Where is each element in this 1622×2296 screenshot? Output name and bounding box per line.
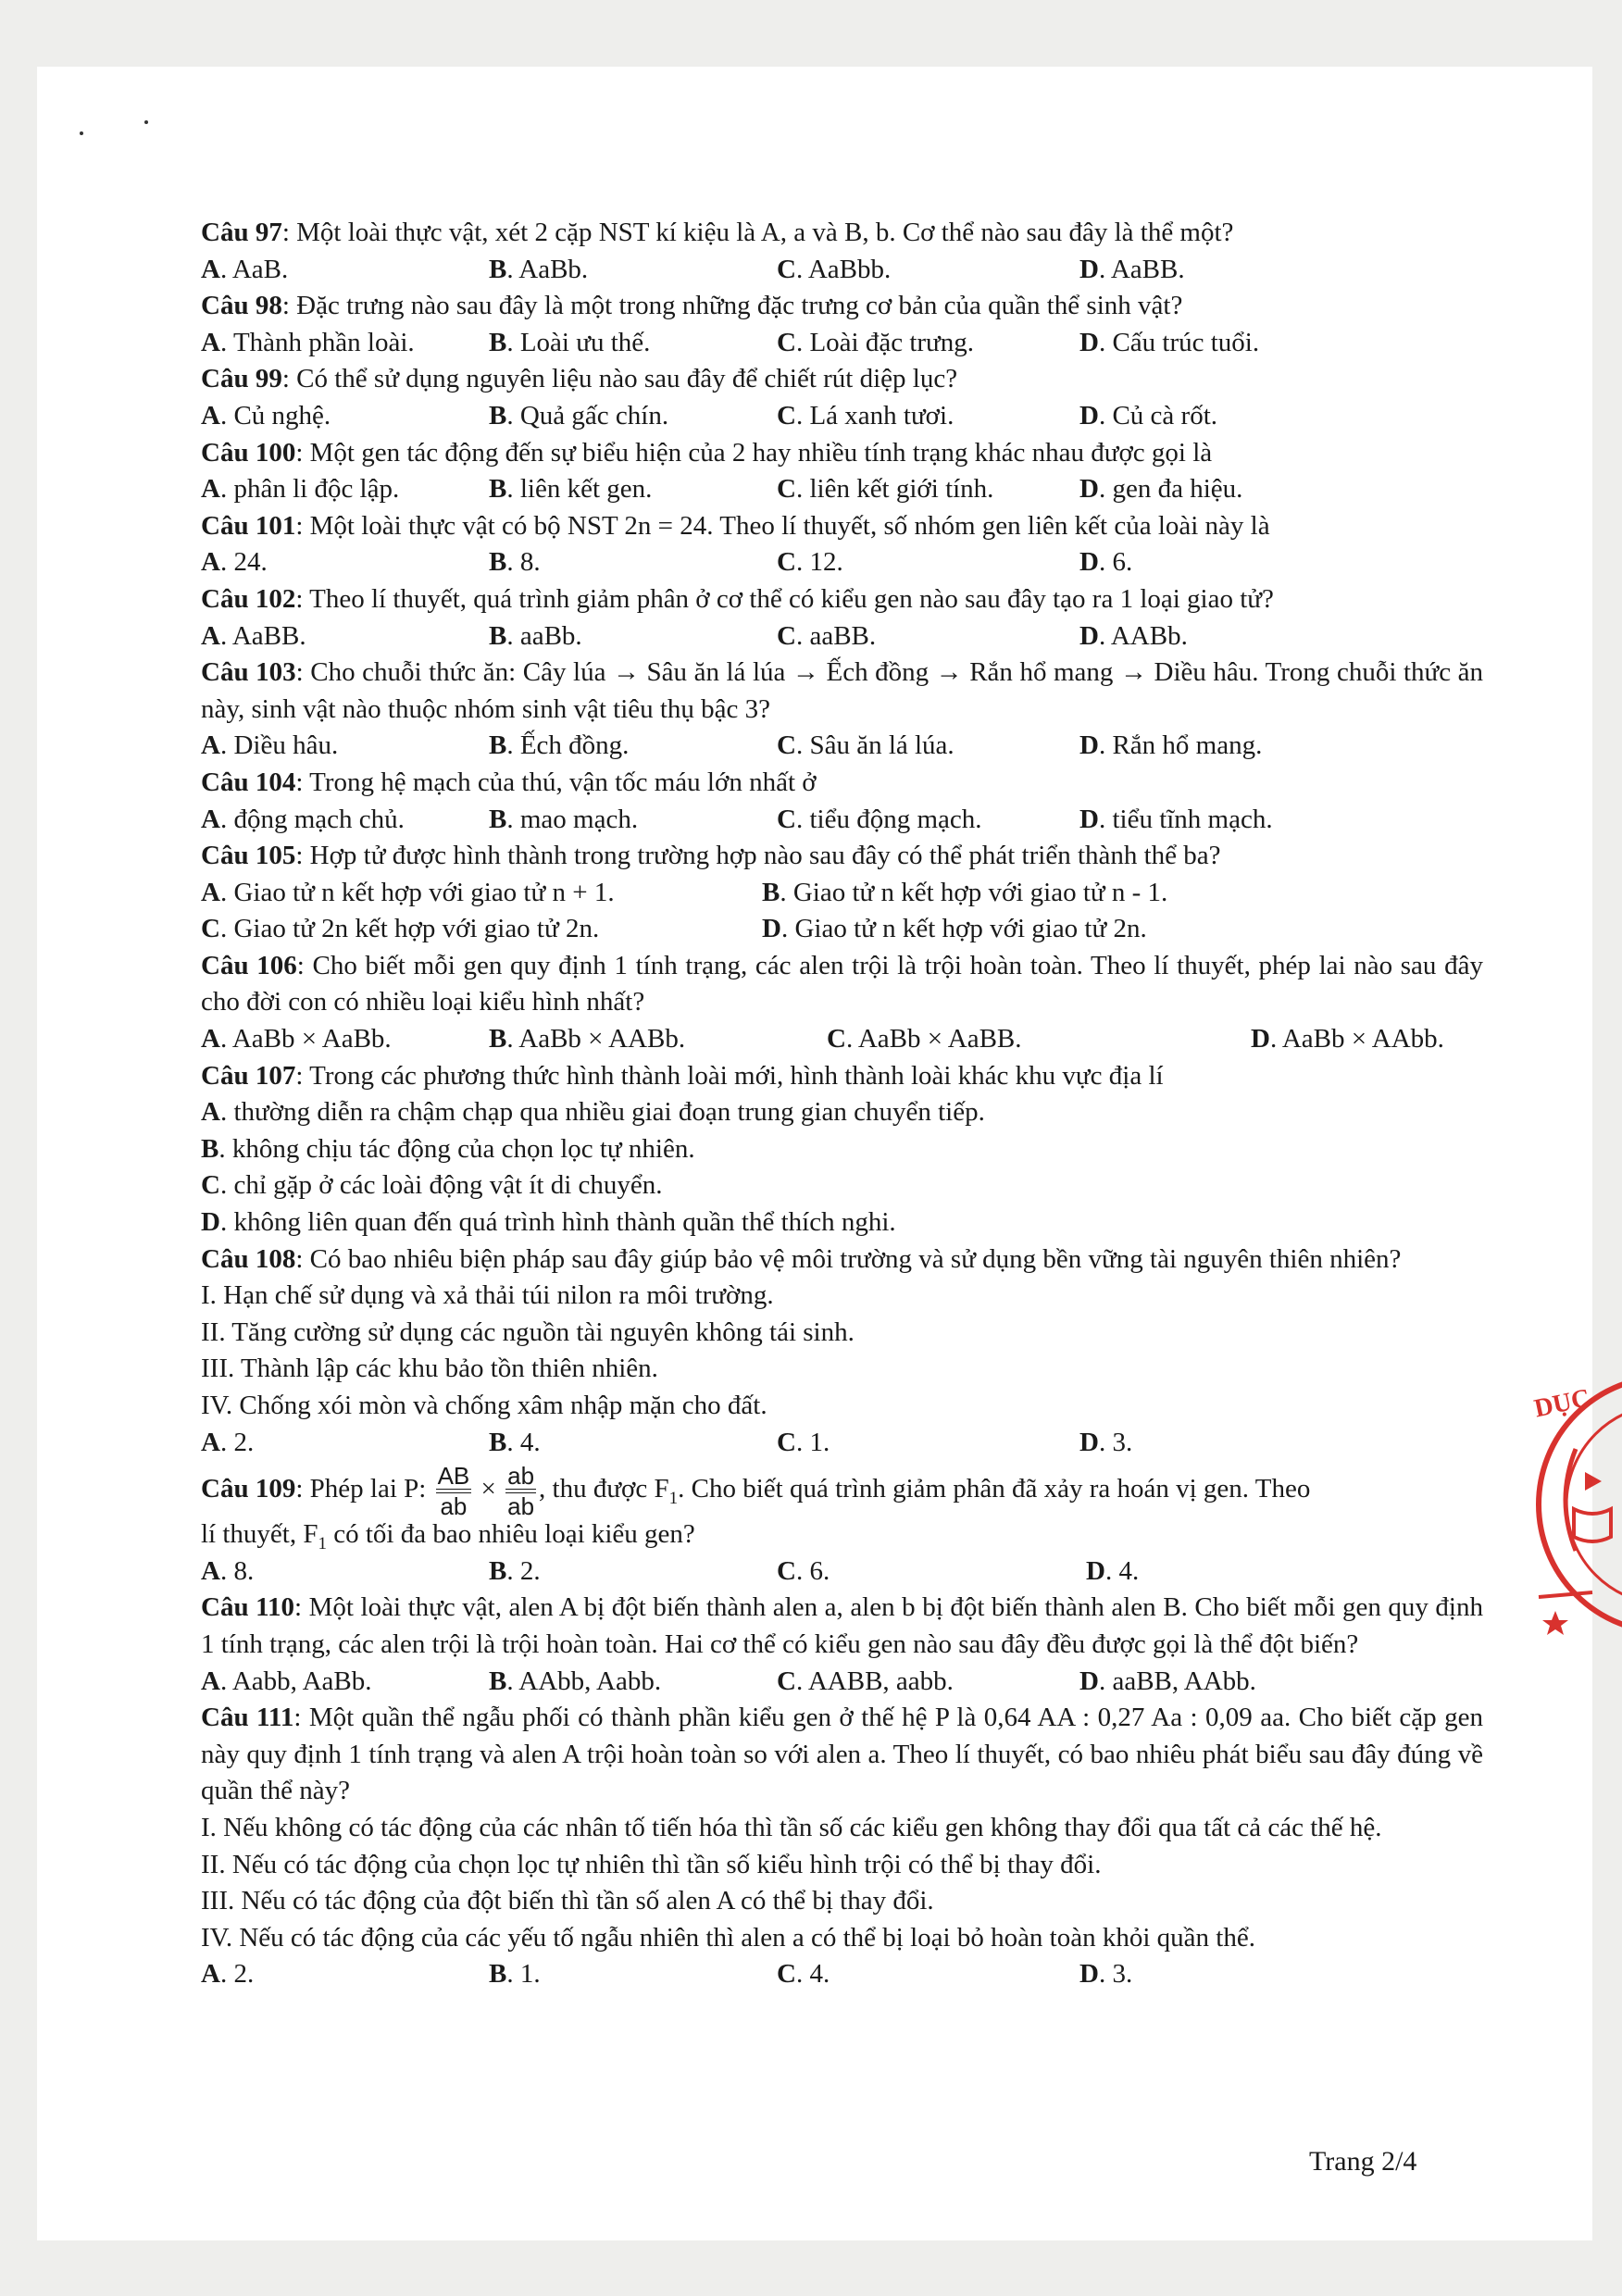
question-stem: Một loài thực vật, alen A bị đột biến thành alen a, alen b bị đột biến thành alen B. Cho biết mỗi gen quy định 1 tính trạng, các alen trội là trội hoàn toàn. Hai cơ thể có kiểu gen nào sau đây đều được gọi là thể đột biến? — [201, 1592, 1483, 1659]
answer-options — [201, 1956, 1483, 1993]
question-98: Câu 98: Đặc trưng nào sau đây là một trong những đặc trưng cơ bản của quần thể sinh vật? A. Thành phần loài. B. Loài ưu thế. C. Loài đặc trưng. D. Cấu trúc tuổi. — [201, 288, 1483, 361]
statement-4: IV. Chống xói mòn và chống xâm nhập mặn cho đất. — [201, 1391, 767, 1420]
statement-2: II. Nếu có tác động của chọn lọc tự nhiên thì tần số kiểu hình trội có thể bị thay đổi. — [201, 1849, 1102, 1879]
question-stem: Hợp tử được hình thành trong trường hợp nào sau đây có thể phát triển thành thể ba? — [309, 841, 1221, 871]
question-stem: Trong hệ mạch của thú, vận tốc máu lớn nhất ở — [309, 767, 817, 797]
option-d[interactable]: D. gen đa hiệu. — [1079, 474, 1243, 505]
option-a[interactable]: A. AaBB. — [201, 620, 306, 651]
option-d[interactable]: D. Rắn hổ mang. — [1079, 730, 1263, 761]
question-97: Câu 97: Một loài thực vật, xét 2 cặp NST kí kiệu là A, a và B, b. Cơ thể nào sau đây là thể một? A. AaB. B. AaBb. C. AaBbb. D. AaBB. — [201, 215, 1483, 288]
question-number: Câu 106 — [201, 950, 297, 980]
question-stem: Cho chuỗi thức ăn: Cây lúa → Sâu ăn lá lúa → Ếch đồng → Rắn hổ mang → Diều hâu. Trong chuỗi thức ăn này, sinh vật nào thuộc nhóm sinh vật tiêu thụ bậc 3? — [201, 657, 1484, 724]
statement-2: II. Tăng cường sử dụng các nguồn tài nguyên không tái sinh. — [201, 1316, 855, 1347]
question-list — [201, 215, 1483, 1993]
option-d[interactable]: D. Giao tử n kết hợp với giao tử 2n. — [762, 914, 1147, 944]
option-c[interactable]: C. Giao tử 2n kết hợp với giao tử 2n. — [201, 914, 600, 944]
statement-1: I. Hạn chế sử dụng và xả thải túi nilon ra môi trường. — [201, 1280, 774, 1311]
answer-options — [201, 728, 1483, 765]
statement-3: III. Thành lập các khu bảo tồn thiên nhiên. — [201, 1354, 658, 1384]
answer-options — [201, 875, 1483, 912]
answer-options — [201, 1554, 1483, 1591]
option-a[interactable]: A. Aabb, AaBb. — [201, 1666, 372, 1696]
question-stem-prefix: Phép lai P: — [309, 1474, 433, 1504]
option-c[interactable]: C. chỉ gặp ở các loài động vật ít di chuyển. — [201, 1170, 663, 1201]
option-a[interactable]: A. 8. — [201, 1555, 255, 1586]
answer-options — [201, 1664, 1483, 1701]
question-number: Câu 105 — [201, 841, 296, 871]
answer-options — [201, 618, 1483, 655]
statement-4: IV. Nếu có tác động của các yếu tố ngẫu nhiên thì alen a có thể bị loại bỏ hoàn toàn khỏi quần thể. — [201, 1922, 1255, 1953]
question-stem: Cho biết mỗi gen quy định 1 tính trạng, các alen trội là trội hoàn toàn. Theo lí thuyết, phép lai nào sau đây cho đời con có nhiều loại kiểu hình nhất? — [201, 950, 1483, 1017]
option-b[interactable]: B. không chịu tác động của chọn lọc tự nhiên. — [201, 1133, 695, 1164]
answer-options — [201, 544, 1483, 581]
option-d[interactable]: D. không liên quan đến quá trình hình thành quần thể thích nghi. — [201, 1207, 896, 1238]
genotype-fraction-2: $\frac{ab}{ab}$ — [507, 1462, 535, 1521]
cross-symbol: × — [480, 1474, 496, 1504]
option-c[interactable]: C. 1. — [777, 1427, 830, 1457]
question-108: Câu 108: Có bao nhiêu biện pháp sau đây giúp bảo vệ môi trường và sử dụng bền vững tài nguyên thiên nhiên? I. Hạn chế sử dụng và xả thải túi nilon ra môi trường. II. Tăng cường sử dụng các nguồn tài nguyên không tái sinh. III. Thành lập các khu bảo tồn thiên nhiên. IV. Chống xói mòn và chống xâm nhập mặn cho đất. A. 2. B. 4. C. 1. D. 3. — [201, 1242, 1483, 1462]
option-b[interactable]: B. AaBb. — [489, 254, 589, 284]
option-b[interactable]: B. 1. — [489, 1959, 541, 1990]
option-d[interactable]: D. AaBB. — [1079, 254, 1185, 284]
option-b[interactable]: B. Ếch đồng. — [489, 730, 630, 761]
option-b[interactable]: B. AaBb × AABb. — [489, 1024, 686, 1054]
option-c[interactable]: C. Lá xanh tươi. — [777, 400, 954, 430]
answer-options — [201, 911, 1483, 948]
question-number: Câu 97 — [201, 218, 282, 247]
question-number: Câu 101 — [201, 510, 296, 541]
question-stem: Có thể sử dụng nguyên liệu nào sau đây để chiết rút diệp lục? — [296, 364, 958, 394]
question-109: Câu 109: Phép lai P: $\frac{AB}{ab}$ × $\frac{ab}{ab}$ , thu được $F_1$. Cho biết quá trình giảm phân đã xảy ra hoán vị gen. Theo lí thuyết, $F_1$ có tối đa bao nhiêu loại kiểu gen? A. 8. B. 2. C. 6. D. 4. — [201, 1461, 1483, 1590]
option-d[interactable]: D. 6. — [1079, 547, 1133, 578]
option-d[interactable]: D. Củ cà rốt. — [1079, 400, 1218, 430]
option-c[interactable]: C. aaBB. — [777, 620, 877, 651]
option-a[interactable]: A. 24. — [201, 547, 268, 578]
question-number: Câu 100 — [201, 437, 296, 468]
question-number: Câu 98 — [201, 291, 282, 321]
answer-options — [201, 398, 1483, 435]
option-d[interactable]: D. AABb. — [1079, 620, 1188, 651]
option-c[interactable]: C. liên kết giới tính. — [777, 474, 994, 505]
option-b[interactable]: B. 4. — [489, 1427, 541, 1457]
option-a[interactable]: A. 2. — [201, 1427, 255, 1457]
question-number: Câu 109 — [201, 1474, 296, 1504]
option-b[interactable]: B. 2. — [489, 1555, 541, 1586]
option-d[interactable]: D. Cấu trúc tuổi. — [1079, 327, 1260, 357]
question-stem: Một loài thực vật, xét 2 cặp NST kí kiệu là A, a và B, b. Cơ thể nào sau đây là thể một? — [296, 218, 1234, 247]
option-c[interactable]: C. Loài đặc trưng. — [777, 327, 975, 357]
question-number: Câu 108 — [201, 1243, 296, 1274]
statement-1: I. Nếu không có tác động của các nhân tố tiến hóa thì tần số các kiểu gen không thay đổi qua tất cả các thế hệ. — [201, 1812, 1382, 1842]
option-c[interactable]: C. 12. — [777, 547, 843, 578]
option-d[interactable]: D. 3. — [1079, 1427, 1133, 1457]
question-stem: Đặc trưng nào sau đây là một trong những đặc trưng cơ bản của quần thể sinh vật? — [296, 291, 1183, 321]
option-d[interactable]: D. aaBB, AAbb. — [1079, 1666, 1256, 1696]
scan-speck — [144, 120, 148, 124]
question-number: Câu 104 — [201, 767, 296, 797]
option-c[interactable]: C. AABB, aabb. — [777, 1666, 954, 1696]
question-110: Câu 110: Một loài thực vật, alen A bị đột biến thành alen a, alen b bị đột biến thành alen B. Cho biết mỗi gen quy định 1 tính trạng, các alen trội là trội hoàn toàn. Hai cơ thể có kiểu gen nào sau đây đều được gọi là thể đột biến? A. Aabb, AaBb. B. AAbb, Aabb. C. AABB, aabb. D. aaBB, AAbb. — [201, 1590, 1483, 1700]
option-c[interactable]: C. 6. — [777, 1555, 830, 1586]
question-number: Câu 99 — [201, 364, 282, 394]
option-b[interactable]: B. Giao tử n kết hợp với giao tử n - 1. — [762, 877, 1168, 907]
question-stem: Theo lí thuyết, quá trình giảm phân ở cơ thể có kiểu gen nào sau đây tạo ra 1 loại giao tử? — [309, 583, 1274, 614]
answer-options — [201, 252, 1483, 289]
option-b[interactable]: B. liên kết gen. — [489, 474, 653, 505]
question-stem: Trong các phương thức hình thành loài mới, hình thành loài khác khu vực địa lí — [309, 1060, 1164, 1091]
option-b[interactable]: B. 8. — [489, 547, 541, 578]
option-b[interactable]: B. Loài ưu thế. — [489, 327, 651, 357]
answer-options — [201, 325, 1483, 362]
option-a[interactable]: A. AaBb × AaBb. — [201, 1024, 392, 1054]
option-a[interactable]: A. Diều hâu. — [201, 730, 339, 761]
option-c[interactable]: C. AaBb × AaBB. — [827, 1024, 1022, 1054]
question-101: Câu 101: Một loài thực vật có bộ NST 2n = 24. Theo lí thuyết, số nhóm gen liên kết của loài này là A. 24. B. 8. C. 12. D. 6. — [201, 508, 1483, 581]
question-number: Câu 111 — [201, 1703, 294, 1733]
option-d[interactable]: D. 4. — [1086, 1555, 1140, 1586]
answer-options — [201, 471, 1483, 508]
question-100: Câu 100: Một gen tác động đến sự biểu hiện của 2 hay nhiều tính trạng khác nhau được gọi là A. phân li độc lập. B. liên kết gen. C. liên kết giới tính. D. gen đa hiệu. — [201, 435, 1483, 508]
question-stem: Có bao nhiêu biện pháp sau đây giúp bảo vệ môi trường và sử dụng bền vững tài nguyên thiên nhiên? — [309, 1243, 1402, 1274]
question-number: Câu 107 — [201, 1060, 296, 1091]
page-number: Trang 2/4 — [1309, 2146, 1417, 2177]
option-a[interactable]: A. 2. — [201, 1959, 255, 1990]
option-c[interactable]: C. tiểu động mạch. — [777, 804, 982, 834]
option-a[interactable]: A. động mạch chủ. — [201, 804, 405, 834]
option-d[interactable]: D. AaBb × AAbb. — [1251, 1024, 1444, 1054]
answer-options — [201, 1021, 1483, 1058]
question-107: Câu 107: Trong các phương thức hình thành loài mới, hình thành loài khác khu vực địa lí A. thường diễn ra chậm chạp qua nhiều giai đoạn trung gian chuyển tiếp. B. không chịu tác động của chọn lọc tự nhiên. C. chỉ gặp ở các loài động vật ít di chuyển. D. không liên quan đến quá trình hình thành quần thể thích nghi. — [201, 1058, 1483, 1242]
question-number: Câu 103 — [201, 657, 296, 688]
option-d[interactable]: D. 3. — [1079, 1959, 1133, 1990]
answer-options — [201, 802, 1483, 839]
official-seal — [1528, 1361, 1622, 1648]
question-stem: Một gen tác động đến sự biểu hiện của 2 hay nhiều tính trạng khác nhau được gọi là — [309, 437, 1213, 468]
option-b[interactable]: B. mao mạch. — [489, 804, 639, 834]
question-103: Câu 103: Cho chuỗi thức ăn: Cây lúa → Sâu ăn lá lúa → Ếch đồng → Rắn hổ mang → Diều hâu. Trong chuỗi thức ăn này, sinh vật nào thuộc nhóm sinh vật tiêu thụ bậc 3? A. Diều hâu. B. Ếch đồng. C. Sâu ăn lá lúa. D. Rắn hổ mang. — [201, 655, 1483, 765]
option-a[interactable]: A. phân li độc lập. — [201, 474, 400, 505]
option-c[interactable]: C. AaBbb. — [777, 254, 892, 284]
option-a[interactable]: A. Thành phần loài. — [201, 327, 415, 357]
option-a[interactable]: A. Giao tử n kết hợp với giao tử n + 1. — [201, 877, 615, 907]
question-104: Câu 104: Trong hệ mạch của thú, vận tốc máu lớn nhất ở A. động mạch chủ. B. mao mạch. C. tiểu động mạch. D. tiểu tĩnh mạch. — [201, 765, 1483, 838]
option-a[interactable]: A. Củ nghệ. — [201, 400, 331, 430]
option-c[interactable]: C. Sâu ăn lá lúa. — [777, 730, 954, 761]
question-number: Câu 110 — [201, 1592, 295, 1623]
option-b[interactable]: B. Quả gấc chín. — [489, 400, 669, 430]
scan-speck — [80, 131, 83, 135]
option-a[interactable]: A. thường diễn ra chậm chạp qua nhiều giai đoạn trung gian chuyển tiếp. — [201, 1097, 985, 1128]
statement-3: III. Nếu có tác động của đột biến thì tần số alen A có thể bị thay đổi. — [201, 1886, 934, 1916]
option-b[interactable]: B. AAbb, Aabb. — [489, 1666, 662, 1696]
question-stem: Một quần thể ngẫu phối có thành phần kiểu gen ở thế hệ P là 0,64 AA : 0,27 Aa : 0,09 aa. Cho biết cặp gen này quy định 1 tính trạng và alen A trội hoàn toàn so với alen a. Theo lí thuyết, có bao nhiêu phát biểu sau đây đúng về quần thể này? — [201, 1703, 1483, 1806]
genotype-fraction-1: $\frac{AB}{ab}$ — [437, 1462, 470, 1521]
answer-options — [201, 1425, 1483, 1462]
option-c[interactable]: C. 4. — [777, 1959, 830, 1990]
question-102: Câu 102: Theo lí thuyết, quá trình giảm phân ở cơ thể có kiểu gen nào sau đây tạo ra 1 loại giao tử? A. AaBB. B. aaBb. C. aaBB. D. AABb. — [201, 581, 1483, 655]
seal-text: DỤC — [1531, 1383, 1593, 1424]
option-a[interactable]: A. AaB. — [201, 254, 289, 284]
question-stem: Một loài thực vật có bộ NST 2n = 24. Theo lí thuyết, số nhóm gen liên kết của loài này là — [309, 510, 1270, 541]
question-105: Câu 105: Hợp tử được hình thành trong trường hợp nào sau đây có thể phát triển thành thể ba? A. Giao tử n kết hợp với giao tử n + 1. B. Giao tử n kết hợp với giao tử n - 1. C. Giao tử 2n kết hợp với giao tử 2n. D. Giao tử n kết hợp với giao tử 2n. — [201, 838, 1483, 948]
question-106: Câu 106: Cho biết mỗi gen quy định 1 tính trạng, các alen trội là trội hoàn toàn. Theo lí thuyết, phép lai nào sau đây cho đời con có nhiều loại kiểu hình nhất? A. AaBb × AaBb. B. AaBb × AABb. C. AaBb × AaBB. D. AaBb × AAbb. — [201, 948, 1483, 1058]
option-d[interactable]: D. tiểu tĩnh mạch. — [1079, 804, 1273, 834]
question-111: Câu 111: Một quần thể ngẫu phối có thành phần kiểu gen ở thế hệ P là 0,64 AA : 0,27 Aa : 0,09 aa. Cho biết cặp gen này quy định 1 tính trạng và alen A trội hoàn toàn so với alen a. Theo lí thuyết, có bao nhiêu phát biểu sau đây đúng về quần thể này? I. Nếu không có tác động của các nhân tố tiến hóa thì tần số các kiểu gen không thay đổi qua tất cả các thế hệ. II. Nếu có tác động của chọn lọc tự nhiên thì tần số kiểu hình trội có thể bị thay đổi. III. Nếu có tác động của đột biến thì tần số alen A có thể bị thay đổi. IV. Nếu có tác động của các yếu tố ngẫu nhiên thì alen a có thể bị loại bỏ hoàn toàn khỏi quần thể. A. 2. B. 1. C. 4. D. 3. — [201, 1700, 1483, 1993]
question-number: Câu 102 — [201, 583, 296, 614]
question-99: Câu 99: Có thể sử dụng nguyên liệu nào sau đây để chiết rút diệp lục? A. Củ nghệ. B. Quả gấc chín. C. Lá xanh tươi. D. Củ cà rốt. — [201, 361, 1483, 434]
option-b[interactable]: B. aaBb. — [489, 620, 582, 651]
